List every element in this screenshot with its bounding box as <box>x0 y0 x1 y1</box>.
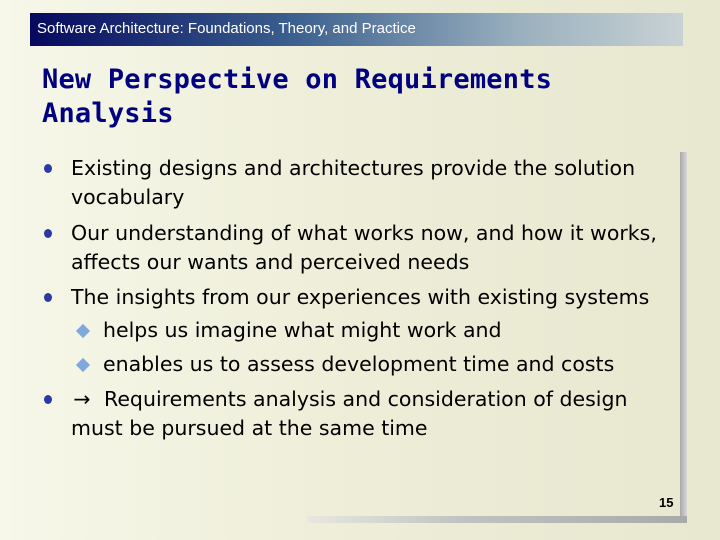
bullet-text: Our understanding of what works now, and how it works, affects our wants and perceived needs <box>71 221 657 274</box>
diamond-bullet-icon <box>76 358 90 372</box>
page-number: 15 <box>659 495 674 510</box>
slide-title: New Perspective on Requirements Analysis <box>42 64 553 129</box>
bullet-dot-icon <box>44 395 52 404</box>
sub-bullet-text: enables us to assess development time and costs <box>103 352 615 376</box>
bullet-text <box>71 385 671 443</box>
bullet-dot-icon <box>44 229 52 238</box>
bullet-dot-icon <box>44 293 52 302</box>
arrow-right-icon: → <box>73 387 91 411</box>
header-text: Software Architecture: Foundations, Theory, and Practice <box>37 20 416 37</box>
bullet-dot-icon <box>44 164 52 173</box>
bullet-text: The insights from our experiences with existing systems <box>71 285 650 309</box>
diamond-bullet-icon <box>76 324 90 338</box>
bullet-text-content: Requirements analysis and consideration of design must be pursued at the same time <box>71 387 628 440</box>
bullet-text: Existing designs and architectures provide the solution vocabulary <box>71 156 636 209</box>
sub-bullet-text: helps us imagine what might work and <box>103 318 502 342</box>
